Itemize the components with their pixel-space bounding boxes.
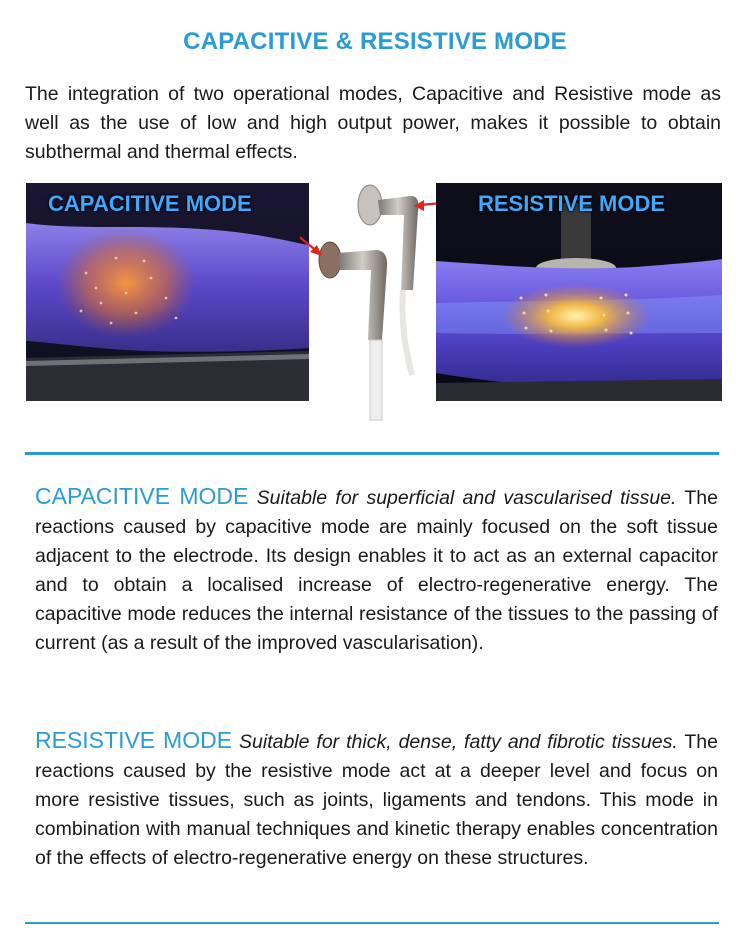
arrow-to-capacitive — [300, 215, 318, 252]
intro-paragraph: The integration of two operational modes, Capacitive and Resistive mode as well as the use of low and high output power, makes it possible to obtain subthermal and thermal effects. — [25, 83, 721, 163]
section-divider-bottom — [25, 922, 719, 924]
capacitive-body: The reactions caused by capacitive mode are mainly focused on the soft tissue adjacent to the electrode. Its design enables it to act as an external capacitor and to obtain a localised increase of electro-regenerative energy. The capacitive mode reduces the internal resistance of the tissues to the passing of current (as a result of the improved vascularisation). — [35, 487, 718, 654]
section-divider-top — [25, 452, 719, 455]
capacitive-electrode-head — [319, 242, 341, 278]
resistive-section — [35, 726, 718, 873]
capacitive-image-label: CAPACITIVE MODE — [48, 191, 252, 216]
resistive-subheading: Suitable for thick, dense, fatty and fibrotic tissues. — [239, 731, 678, 753]
resistive-mode-image — [436, 183, 722, 401]
capacitive-mode-image — [26, 183, 309, 401]
resistive-image-label: RESISTIVE MODE — [478, 191, 666, 216]
capacitive-subheading: Suitable for superficial and vascularised tissue. — [256, 487, 677, 509]
capacitive-section — [35, 482, 718, 658]
resistive-heading: RESISTIVE MODE — [35, 727, 233, 753]
resistive-body: The reactions caused by the resistive mode act at a deeper level and focus on more resistive tissues, such as joints, ligaments and tendons. This mode in combination with manual techniques and kinetic therapy enables concentration of the effects of electro-regenerative energy on these structures. — [35, 731, 718, 869]
electrode-handpieces — [300, 170, 450, 425]
page-title: CAPACITIVE & RESISTIVE MODE — [183, 28, 567, 55]
capacitive-heading: CAPACITIVE MODE — [35, 483, 249, 509]
resistive-electrode-head — [358, 185, 382, 225]
